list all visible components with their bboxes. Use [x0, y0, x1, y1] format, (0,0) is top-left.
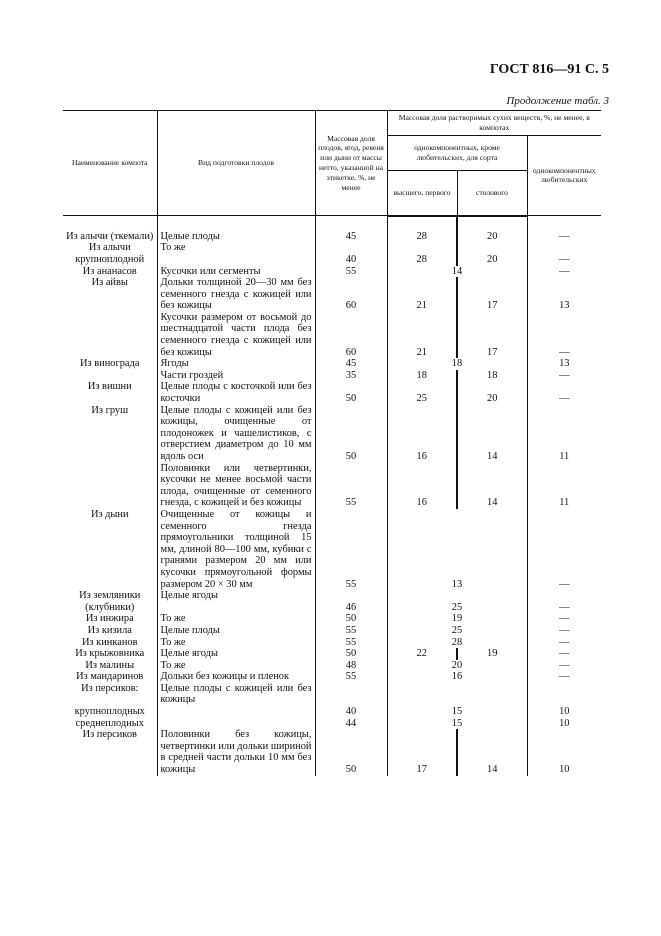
table-row — [63, 718, 601, 730]
solids-grade-first-cell: 18 — [387, 370, 457, 382]
header-compote-name: Наименование компота — [63, 111, 157, 216]
mass-fraction-cell: 50 — [315, 405, 387, 463]
mass-fraction-cell: 50 — [315, 648, 387, 660]
compote-name-cell: крупноплодных — [74, 706, 145, 718]
solids-merged-cell: 18 — [387, 358, 527, 370]
solids-amateur-cell: 13 — [527, 277, 601, 312]
compote-name-cell: Из кинканов — [81, 636, 138, 648]
table-row — [63, 231, 601, 243]
fruit-preparation-cell — [157, 718, 315, 730]
fruit-preparation-cell: Целые ягоды — [157, 590, 315, 613]
mass-fraction-cell: 55 — [315, 625, 387, 637]
compote-name-cell: Из вишни — [87, 381, 132, 393]
solids-merged-cell: 13 — [387, 509, 527, 590]
mass-fraction-cell: 40 — [315, 242, 387, 265]
fruit-preparation-cell: Дольки толщиной 20—30 мм без семенного гнезда с кожицей или без кожицы — [157, 277, 315, 312]
solids-merged-cell: 25 — [387, 625, 527, 637]
solids-amateur-cell: — — [527, 590, 601, 613]
fruit-preparation-cell: Целые плоды с кожицей или без кожицы, очищенные от плодоножек и чашелистиков, с отверстием диаметром до 10 мм вдоль оси — [157, 405, 315, 463]
compote-name-cell: Из ананасов — [82, 265, 137, 277]
table-row — [63, 729, 601, 775]
mass-fraction-cell: 55 — [315, 671, 387, 683]
solids-amateur-cell: — — [527, 242, 601, 265]
compote-name-cell: Из земляники (клубники) — [79, 590, 141, 613]
fruit-preparation-cell: Целые ягоды — [157, 648, 315, 660]
solids-grade-first-cell: 17 — [387, 729, 457, 775]
solids-grade-first-cell: 16 — [387, 405, 457, 463]
fruit-preparation-cell: Части гроздей — [157, 370, 315, 382]
fruit-preparation-cell: Кусочки или сегменты — [157, 266, 315, 278]
solids-grade-table-cell: 17 — [457, 312, 527, 358]
solids-grade-first-cell: 22 — [387, 648, 457, 660]
mass-fraction-cell: 50 — [315, 729, 387, 775]
compote-name-cell: Из инжира — [85, 613, 134, 625]
solids-amateur-cell: — — [527, 231, 601, 243]
fruit-preparation-cell — [157, 706, 315, 718]
solids-grade-table-cell: 14 — [457, 729, 527, 775]
table-row — [63, 277, 601, 312]
compote-name-cell: Из винограда — [80, 358, 140, 370]
mass-fraction-cell: 55 — [315, 637, 387, 649]
table-row — [63, 625, 601, 637]
fruit-preparation-cell: Дольки без кожицы и пленок — [157, 671, 315, 683]
solids-merged-cell — [387, 683, 527, 706]
mass-fraction-cell: 40 — [315, 706, 387, 718]
compote-name-cell: Из мандаринов — [76, 671, 144, 683]
standard-header: ГОСТ 816—91 С. 5 — [489, 62, 609, 77]
compote-name-cell: Из дыни — [90, 508, 129, 520]
fruit-preparation-cell: Очищенные от кожицы и семенного гнезда прямоугольники толщиной 15 мм, длиной 80—100 мм, кубики с гранями размером 20 мм или кусочки прямоугольной формы размером 20 × 30 мм — [157, 509, 315, 590]
table-row — [63, 648, 601, 660]
mass-fraction-cell: 45 — [315, 358, 387, 370]
compote-name-cell — [63, 370, 157, 382]
mass-fraction-cell — [315, 683, 387, 706]
fruit-preparation-cell: То же — [157, 242, 315, 265]
table-row — [63, 358, 601, 370]
table-row — [63, 660, 601, 672]
compote-name-cell: Из кизила — [87, 624, 132, 636]
fruit-preparation-cell: Половинки или четвертинки, кусочки не менее восьмой части плода, очищенные от семенного гнезда, с кожицей и без кожицы — [157, 463, 315, 509]
table-row — [63, 671, 601, 683]
table-row — [63, 405, 601, 463]
table-row — [63, 242, 601, 265]
header-soluble-solids: Массовая доля растворимых сухих веществ, %, не менее, в компотах — [387, 111, 601, 136]
solids-merged-cell: 25 — [387, 590, 527, 613]
mass-fraction-cell: 55 — [315, 266, 387, 278]
solids-amateur-cell: 11 — [527, 405, 601, 463]
fruit-preparation-cell: Целые плоды — [157, 231, 315, 243]
table-row — [63, 683, 601, 706]
fruit-preparation-cell: То же — [157, 637, 315, 649]
fruit-preparation-cell: Кусочки размером от восьмой до шестнадцатой части плода без семенного гнезда с кожицей или без кожицы — [157, 312, 315, 358]
fruit-preparation-cell: Целые плоды с кожицей или без кожицы — [157, 683, 315, 706]
header-grade-table: столового — [457, 170, 527, 216]
solids-grade-first-cell: 25 — [387, 381, 457, 404]
header-one-component: однокомпонентных, кроме любительских, для сорта — [387, 135, 527, 170]
solids-grade-table-cell: 19 — [457, 648, 527, 660]
fruit-preparation-cell: Половинки без кожицы, четвертинки или дольки шириной в средней части дольки 10 мм без кожицы — [157, 729, 315, 775]
solids-amateur-cell: 10 — [527, 729, 601, 775]
table-body — [63, 216, 601, 776]
compote-name-cell: Из алычи крупноплодной — [75, 242, 145, 265]
table-row — [63, 370, 601, 382]
table-row — [63, 590, 601, 613]
mass-fraction-cell: 45 — [315, 231, 387, 243]
solids-grade-first-cell: 21 — [387, 277, 457, 312]
solids-grade-table-cell: 20 — [457, 381, 527, 404]
compote-name-cell: Из алычи (ткемали) — [66, 230, 154, 242]
compote-name-cell: Из крыжовника — [75, 648, 145, 660]
solids-grade-first-cell: 21 — [387, 312, 457, 358]
solids-merged-cell: 15 — [387, 718, 527, 730]
fruit-compote-table — [63, 110, 601, 776]
solids-amateur-cell: — — [527, 312, 601, 358]
compote-name-cell: Из персиков: — [81, 682, 139, 694]
solids-merged-cell: 16 — [387, 671, 527, 683]
solids-amateur-cell: — — [527, 648, 601, 660]
solids-merged-cell: 14 — [387, 266, 527, 278]
compote-name-cell — [63, 312, 157, 358]
solids-amateur-cell: — — [527, 613, 601, 625]
table-row — [63, 381, 601, 404]
solids-amateur-cell: — — [527, 370, 601, 382]
solids-grade-table-cell: 20 — [457, 242, 527, 265]
table-continuation-label: Продолжение табл. 3 — [506, 95, 609, 107]
solids-merged-cell: 20 — [387, 660, 527, 672]
solids-grade-first-cell: 28 — [387, 242, 457, 265]
solids-grade-table-cell: 18 — [457, 370, 527, 382]
solids-merged-cell: 19 — [387, 613, 527, 625]
mass-fraction-cell: 35 — [315, 370, 387, 382]
solids-amateur-cell: — — [527, 660, 601, 672]
compote-name-cell: Из персиков — [82, 729, 137, 741]
compote-name-cell: Из груш — [91, 404, 129, 416]
table-row — [63, 463, 601, 509]
table-row — [63, 706, 601, 718]
solids-amateur-cell: 10 — [527, 718, 601, 730]
table-row — [63, 266, 601, 278]
solids-merged-cell: 15 — [387, 706, 527, 718]
mass-fraction-cell: 60 — [315, 277, 387, 312]
table-row — [63, 637, 601, 649]
header-mass-fraction: Массовая доля плодов, ягод, ревеня или дыни от массы нетто, указанной на этикетке, %, не менее — [315, 111, 387, 216]
fruit-preparation-cell: Ягоды — [157, 358, 315, 370]
solids-amateur-cell: 13 — [527, 358, 601, 370]
compote-name-cell — [63, 463, 157, 509]
solids-amateur-cell: 11 — [527, 463, 601, 509]
solids-amateur-cell: — — [527, 381, 601, 404]
solids-grade-table-cell: 17 — [457, 277, 527, 312]
mass-fraction-cell: 48 — [315, 660, 387, 672]
solids-grade-first-cell: 28 — [387, 231, 457, 243]
table-row — [63, 312, 601, 358]
header-grade-first: высшего, первого — [387, 170, 457, 216]
fruit-preparation-cell: Целые плоды — [157, 625, 315, 637]
solids-amateur-cell — [527, 683, 601, 706]
fruit-preparation-cell: Целые плоды с косточкой или без косточки — [157, 381, 315, 404]
fruit-preparation-cell: То же — [157, 613, 315, 625]
solids-amateur-cell: — — [527, 637, 601, 649]
solids-amateur-cell: — — [527, 509, 601, 590]
solids-grade-table-cell: 20 — [457, 231, 527, 243]
solids-amateur-cell: 10 — [527, 706, 601, 718]
compote-name-cell: Из айвы — [91, 277, 128, 289]
compote-name-cell: Из малины — [85, 659, 135, 671]
solids-grade-table-cell: 14 — [457, 405, 527, 463]
mass-fraction-cell: 60 — [315, 312, 387, 358]
table-row — [63, 613, 601, 625]
solids-amateur-cell: — — [527, 625, 601, 637]
mass-fraction-cell: 50 — [315, 381, 387, 404]
mass-fraction-cell: 46 — [315, 590, 387, 613]
mass-fraction-cell: 55 — [315, 509, 387, 590]
fruit-preparation-cell: То же — [157, 660, 315, 672]
mass-fraction-cell: 55 — [315, 463, 387, 509]
solids-grade-table-cell: 14 — [457, 463, 527, 509]
mass-fraction-cell: 50 — [315, 613, 387, 625]
header-fruit-preparation: Вид подготовки плодов — [157, 111, 315, 216]
compote-name-cell: среднеплодных — [75, 717, 144, 729]
solids-amateur-cell: — — [527, 671, 601, 683]
solids-grade-first-cell: 16 — [387, 463, 457, 509]
header-one-component-amateur: однокомпонентных любительских — [527, 135, 601, 216]
table-spacer-row — [63, 216, 601, 231]
mass-fraction-cell: 44 — [315, 718, 387, 730]
table-row — [63, 509, 601, 590]
solids-amateur-cell: — — [527, 266, 601, 278]
solids-merged-cell: 28 — [387, 637, 527, 649]
